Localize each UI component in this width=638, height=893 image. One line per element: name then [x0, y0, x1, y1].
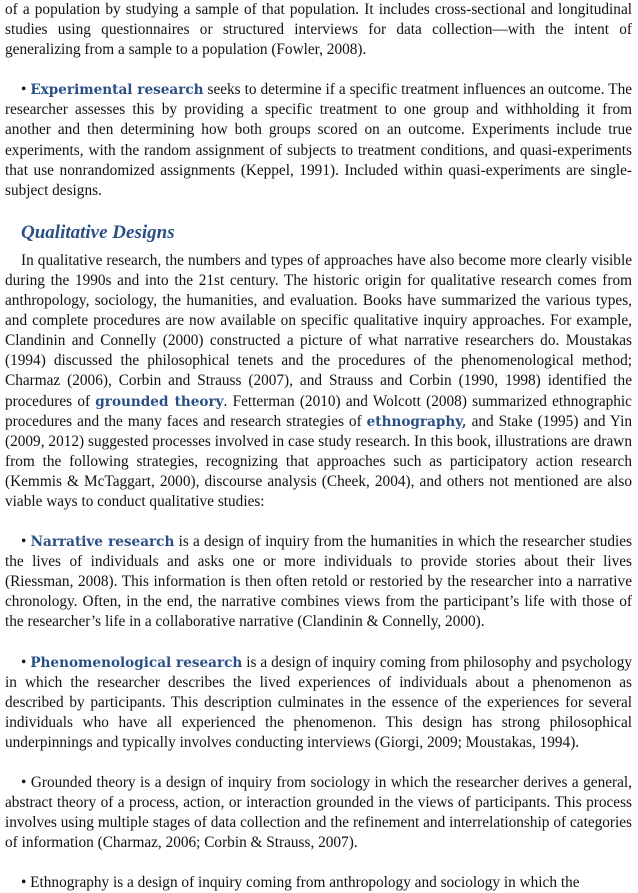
qualitative-text-c: and Stake (1995) and Yin (2009, 2012) suggested processes involved in case study research. In this book, illustrations are drawn from the following strategies, recognizing that approaches such as participatory action research (Kemmis & McTaggart, 2000), discourse analysis (Cheek, 2004), and others not mentioned are also viable ways to conduct qualitative studies:: [5, 412, 632, 510]
ethnography-link[interactable]: ethnography,: [366, 413, 467, 430]
phenomenological-research-paragraph: [5, 653, 632, 753]
experimental-research-paragraph: [5, 80, 632, 201]
qualitative-text-a: In qualitative research, the numbers and types of approaches have also become more clearly visible during the 1990s and into the 21st century. The historic origin for qualitative research comes from anthropology, sociology, the humanities, and evaluation. Books have summarized the various types, and complete procedures are now available on specific qualitative inquiry approaches. For example, Clandinin and Connelly (2000) constructed a picture of what narrative researchers do. Moustakas (1994) discussed the philosophical tenets and the procedures of the phenomenological method; Charmaz (2006), Corbin and Strauss (2007), and Strauss and Corbin (1990, 1998) identified the procedures of: [5, 251, 632, 410]
document-page: [5, 0, 632, 893]
narrative-research-term: Narrative research: [30, 534, 175, 551]
phenomenological-research-term: Phenomenological research: [30, 654, 243, 671]
intro-text: of a population by studying a sample of that population. It includes cross-sectional and longitudinal studies using questionnaires or structured interviews for data collection—with the intent of generalizing from a sample to a population (Fowler, 2008).: [5, 1, 632, 59]
bullet: •: [21, 533, 31, 551]
ethnography-text: • Ethnography is a design of inquiry coming from anthropology and sociology in which the: [21, 874, 580, 892]
qualitative-text-b: . Fetterman (2010) and Wolcott (2008) summarized ethnographic procedures and the many faces and research strategies of: [5, 392, 632, 430]
phenomenological-research-text: is a design of inquiry coming from philosophy and psychology in which the researcher describes the lived experiences of individuals about a phenomenon as described by participants. This description culminates in the essence of the experiences for several individuals who have all experienced the phenomenon. This design has strong philosophical underpinnings and typically involves conducting interviews (Giorgi, 2009; Moustakas, 1994).: [5, 653, 632, 751]
grounded-theory-link[interactable]: grounded theory: [95, 393, 224, 410]
qualitative-paragraph: [5, 251, 632, 512]
ethnography-paragraph: [5, 873, 632, 893]
section-heading: Qualitative Designs: [21, 221, 175, 243]
grounded-theory-text: • Grounded theory is a design of inquiry from sociology in which the researcher derives a general, abstract theory of a process, action, or interaction grounded in the views of participants. This process involves using multiple stages of data collection and the refinement and interrelationship of categories of information (Charmaz, 2006; Corbin & Strauss, 2007).: [5, 774, 632, 852]
narrative-research-paragraph: [5, 532, 632, 632]
experimental-research-text: seeks to determine if a specific treatment influences an outcome. The researcher assesses this by providing a specific treatment to one group and withholding it from another and then determining how both groups scored on an outcome. Experiments include true experiments, with the random assignment of subjects to treatment conditions, and quasi-experiments that use nonrandomized assignments (Keppel, 1991). Included within quasi-experiments are single-subject designs.: [5, 81, 633, 199]
grounded-theory-paragraph: [5, 773, 632, 853]
narrative-research-text: is a design of inquiry from the humanities in which the researcher studies the lives of individuals and asks one or more individuals to provide stories about their lives (Riessman, 2008). This information is then often retold or restoried by the researcher into a narrative chronology. Often, in the end, the narrative combines views from the participant’s life with those of the researcher’s life in a collaborative narrative (Clandinin & Connelly, 2000).: [5, 533, 633, 631]
bullet: •: [21, 653, 31, 671]
experimental-research-term: Experimental research: [30, 82, 204, 99]
bullet: •: [21, 81, 31, 99]
intro-paragraph: [5, 0, 632, 60]
